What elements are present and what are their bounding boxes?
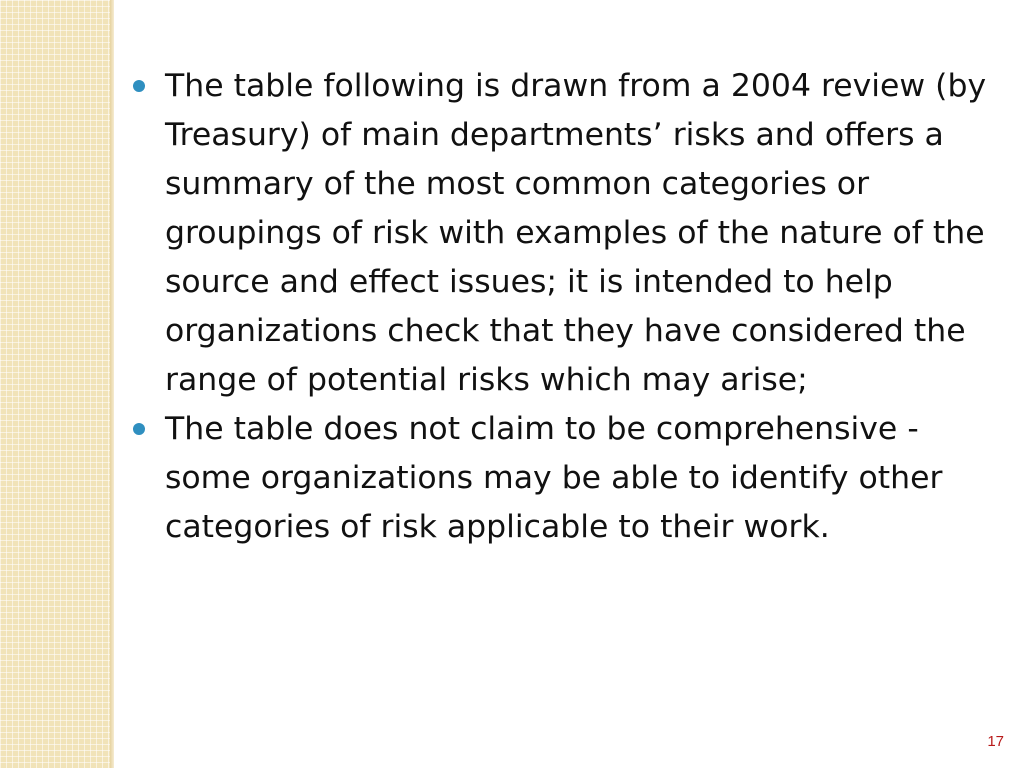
bullet-text: The table does not claim to be comprehensive - some organizations may be able to identify other categories of risk applicable to their work. [165,411,943,545]
decorative-side-strip [0,0,110,768]
slide-body [133,62,993,552]
bullet-text: The table following is drawn from a 2004 review (by Treasury) of main departments’ risks and offers a summary of the most common categories or groupings of risk with examples of the nature of the source and effect issues; it is intended to help organizations check that they have considered the range of potential risks which may arise; [165,68,987,398]
bullet-item [133,405,993,552]
side-strip-edge [110,0,114,768]
bullet-dot-icon [133,423,145,435]
bullet-dot-icon [133,80,145,92]
bullet-item [133,62,993,405]
slide-number: 17 [987,733,1004,750]
